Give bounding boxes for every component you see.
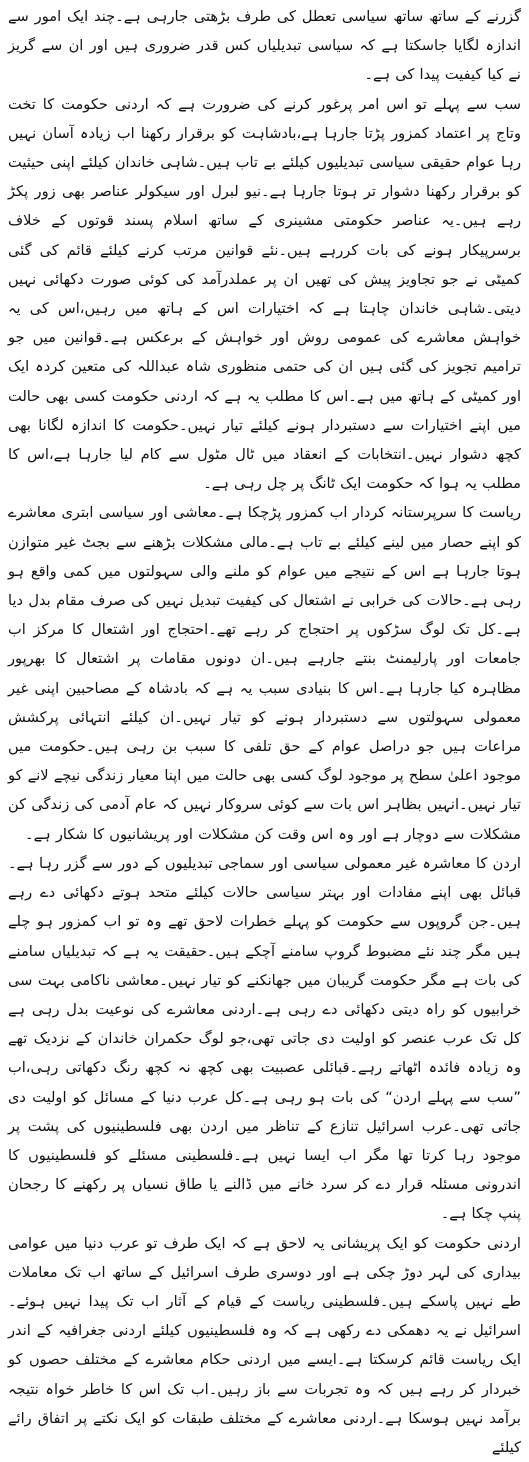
article-paragraph-1: گزرنے کے ساتھ ساتھ سیاسی تعطل کی طرف بڑھتی جارہی ہے۔چند ایک امور سے اندازہ لگایا جاسکتا ہے کہ سیاسی تبدیلیاں کس قدر ضروری ہیں اور ان سے گریز نے کیا کیفیت پیدا کی ہے۔ bbox=[8, 8, 521, 84]
article-paragraph-3: ریاست کا سرپرستانہ کردار اب کمزور پڑچکا ہے۔معاشی اور سیاسی ابتری معاشرے کو اپنے حصار میں لینے کیلئے بے تاب ہے۔مالی مشکلات بڑھنے سے بجٹ غیر متوازن ہوتا جارہا ہے اس کے نتیجے میں عوام کو ملنے والی سہولتوں میں کمی واقع ہو رہی ہے۔حالات کی خرابی نے اشتعال کی کیفیت تبدیل نہیں کی صرف مقام بدل دیا ہے۔کل تک لوگ سڑکوں پر احتجاج کر رہے تھے۔احتجاج اور اشتعال کا مرکز اب جامعات اور پارلیمنٹ بنتے جارہے ہیں۔ان دونوں مقامات پر اشتعال کا بھرپور مظاہرہ کیا جارہا ہے۔اس کا بنیادی سبب یہ ہے کہ بادشاہ کے مصاحبین اپنی غیر معمولی سہولتوں سے دستبردار ہونے کو تیار نہیں۔ان کیلئے انتہائی پرکشش مراعات ہیں جو دراصل عوام کے حق تلفی کا سبب بن رہی ہیں۔حکومت میں موجود اعلیٰ سطح پر موجود لوگ کسی بھی حالت میں اپنا معیار زندگی نیچے لانے کو تیار نہیں۔انہیں بظاہر اس بات سے کوئی سروکار نہیں کہ عام آدمی کی زندگی کن مشکلات سے دوچار ہے اور وہ اس وقت کن مشکلات اور پریشانیوں کا شکار ہے۔ bbox=[8, 504, 521, 843]
article-paragraph-2: سب سے پہلے تو اس امر پرغور کرنے کی ضرورت ہے کہ اردنی حکومت کا تخت وتاج پر اعتماد کمزور پڑتا جارہا ہے،بادشاہت کو برقرار رکھنا اب زیادہ آسان نہیں رہا عوام حقیقی سیاسی تبدیلیوں کیلئے بے تاب ہیں۔شاہی خاندان کیلئے اپنی حیثیت کو برقرار رکھنا دشوار تر ہوتا جارہا ہے۔نیو لبرل اور سیکولر عناصر بھی زور پکڑ رہے ہیں۔یہ عناصر حکومتی مشینری کے ساتھ اسلام پسند قوتوں کے خلاف برسرپیکار ہونے کی بات کررہے ہیں۔نئے قوانین مرتب کرنے کیلئے قائم کی گئی کمیٹی نے جو تجاویز پیش کی تھیں ان پر عملدرآمد کی کوئی صورت دکھائی نہیں دیتی۔شاہی خاندان چاہتا ہے کہ اختیارات اس کے ہاتھ میں رہیں،اس کی یہ خواہش معاشرے کی عمومی روش اور خواہش کے برعکس ہے۔قوانین میں جو ترامیم تجویز کی گئی ہیں ان کی حتمی منظوری شاہ عبداللہ کی متعین کردہ ایک اور کمیٹی کے ہاتھ میں ہے۔اس کا مطلب یہ ہے کہ اردنی حکومت کسی بھی حالت میں اپنے اختیارات سے دستبردار ہونے کیلئے تیار نہیں۔حکومت کا اندازہ لگانا بھی کچھ دشوار نہیں۔انتخابات کے انعقاد میں ٹال مٹول سے کام لیا جارہا ہے،اس کا مطلب یہ ہوا کہ حکومت ایک ٹانگ پر چل رہی ہے۔ bbox=[8, 95, 521, 493]
article-paragraph-4: اردن کا معاشرہ غیر معمولی سیاسی اور سماجی تبدیلیوں کے دور سے گزر رہا ہے۔قبائل بھی اپنے مفادات اور بہتر سیاسی حالات کیلئے متحد ہوتے دکھائی دے رہے ہیں۔جن گروپوں سے حکومت کو پہلے خطرات لاحق تھے وہ تو اب کمزور ہو چلے ہیں مگر چند نئے مضبوط گروپ سامنے آچکے ہیں۔حقیقت یہ ہے کہ تبدیلیاں سامنے کی بات ہے مگر حکومت گریبان میں جھانکنے کو تیار نہیں۔معاشی ناکامی بہت سی خرابیوں کو راہ دیتی دکھائی دے رہی ہے۔اردنی معاشرے کی نوعیت بدل رہی ہے کل تک عرب عنصر کو اولیت دی جاتی تھی،جو لوگ حکمران خاندان کے نزدیک تھے وہ زیادہ فائدہ اٹھاتے رہے۔قبائلی عصبیت بھی کچھ نہ کچھ رنگ دکھاتی رہی،اب ”سب سے پہلے اردن“ کی بات ہو رہی ہے۔کل عرب دنیا کے مسائل کو اولیت دی جاتی تھی۔عرب اسرائیل تنازع کے تناظر میں اردن بھی فلسطینیوں کی پشت پر موجود رہا کرتا تھا مگر اب ایسا نہیں ہے۔فلسطینی مسئلے کو فلسطینیوں کا اندرونی مسئلہ قرار دے کر سرد خانے میں ڈالنے یا طاق نسیاں پر رکھنے کا رجحان پنپ چکا ہے۔ bbox=[8, 854, 521, 1223]
article-paragraph-5: اردنی حکومت کو ایک پریشانی یہ لاحق ہے کہ ایک طرف تو عرب دنیا میں عوامی بیداری کی لہر دوڑ چکی ہے اور دوسری طرف اسرائیل کے ساتھ اب تک معاملات طے نہیں پاسکے ہیں۔فلسطینی ریاست کے قیام کے آثار اب تک پیدا نہیں ہوئے۔اسرائیل نے یہ دھمکی دے رکھی ہے کہ وہ فلسطینیوں کیلئے اردنی جغرافیہ کے اندر ایک ریاست قائم کرسکتا ہے۔ایسے میں اردنی حکام معاشرے کے مختلف حصوں کو خبردار کر رہے ہیں کہ وہ تجربات سے باز رہیں۔اب تک اس کا خاطر خواہ نتیجہ برآمد نہیں ہوسکا ہے۔اردنی معاشرے کے مختلف طبقات کو ایک نکتے پر اتفاق رائے کیلئے bbox=[8, 1234, 521, 1456]
